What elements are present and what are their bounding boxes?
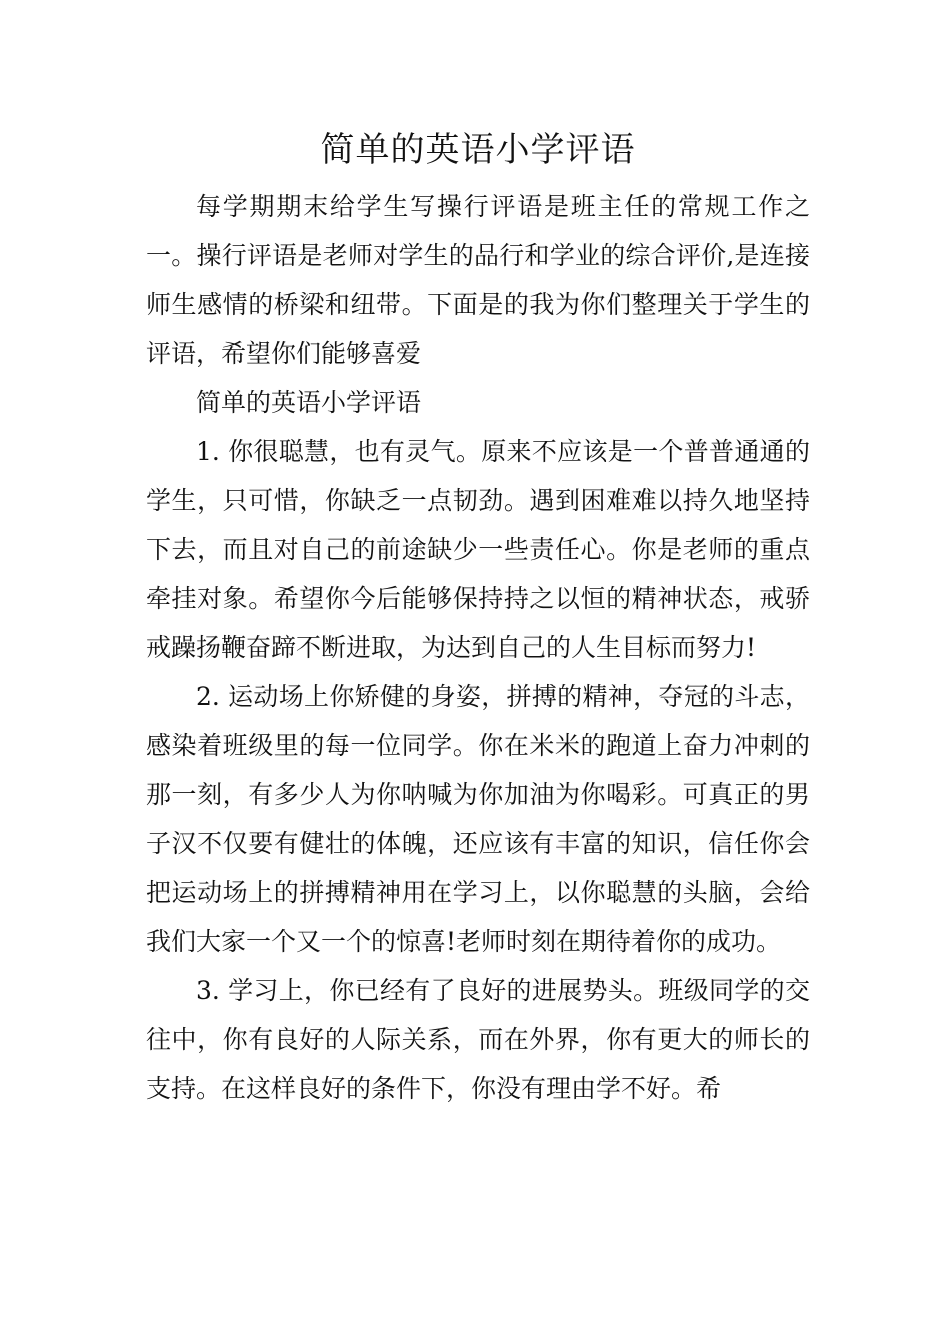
- paragraph-item-2: 2. 运动场上你矫健的身姿，拼搏的精神，夺冠的斗志，感染着班级里的每一位同学。你在米米的跑道上奋力冲刺的那一刻，有多少人为你呐喊为你加油为你喝彩。可真正的男子汉不仅要有健壮的体魄，还应该有丰富的知识，信任你会把运动场上的拼搏精神用在学习上，以你聪慧的头脑，会给我们大家一个又一个的惊喜!老师时刻在期待着你的成功。: [146, 682, 810, 956]
- paragraph-item-1: 1. 你很聪慧，也有灵气。原来不应该是一个普普通通的学生，只可惜，你缺乏一点韧劲。遇到困难难以持久地坚持下去，而且对自己的前途缺少一些责任心。你是老师的重点牵挂对象。希望你今后能够保持持之以恒的精神状态，戒骄戒躁扬鞭奋蹄不断进取，为达到自己的人生目标而努力!: [146, 437, 810, 662]
- section-heading: 简单的英语小学评语: [196, 388, 422, 417]
- page-title: 简单的英语小学评语: [320, 130, 636, 170]
- document-page: [146, 126, 810, 1113]
- paragraph-item-3: 3. 学习上，你已经有了良好的进展势头。班级同学的交往中，你有良好的人际关系，而在外界，你有更大的师长的支持。在这样良好的条件下，你没有理由学不好。希: [146, 976, 810, 1103]
- paragraph-intro: 每学期期末给学生写操行评语是班主任的常规工作之一。操行评语是老师对学生的品行和学业的综合评价,是连接师生感情的桥梁和纽带。下面是的我为你们整理关于学生的评语，希望你们能够喜爱: [146, 192, 810, 368]
